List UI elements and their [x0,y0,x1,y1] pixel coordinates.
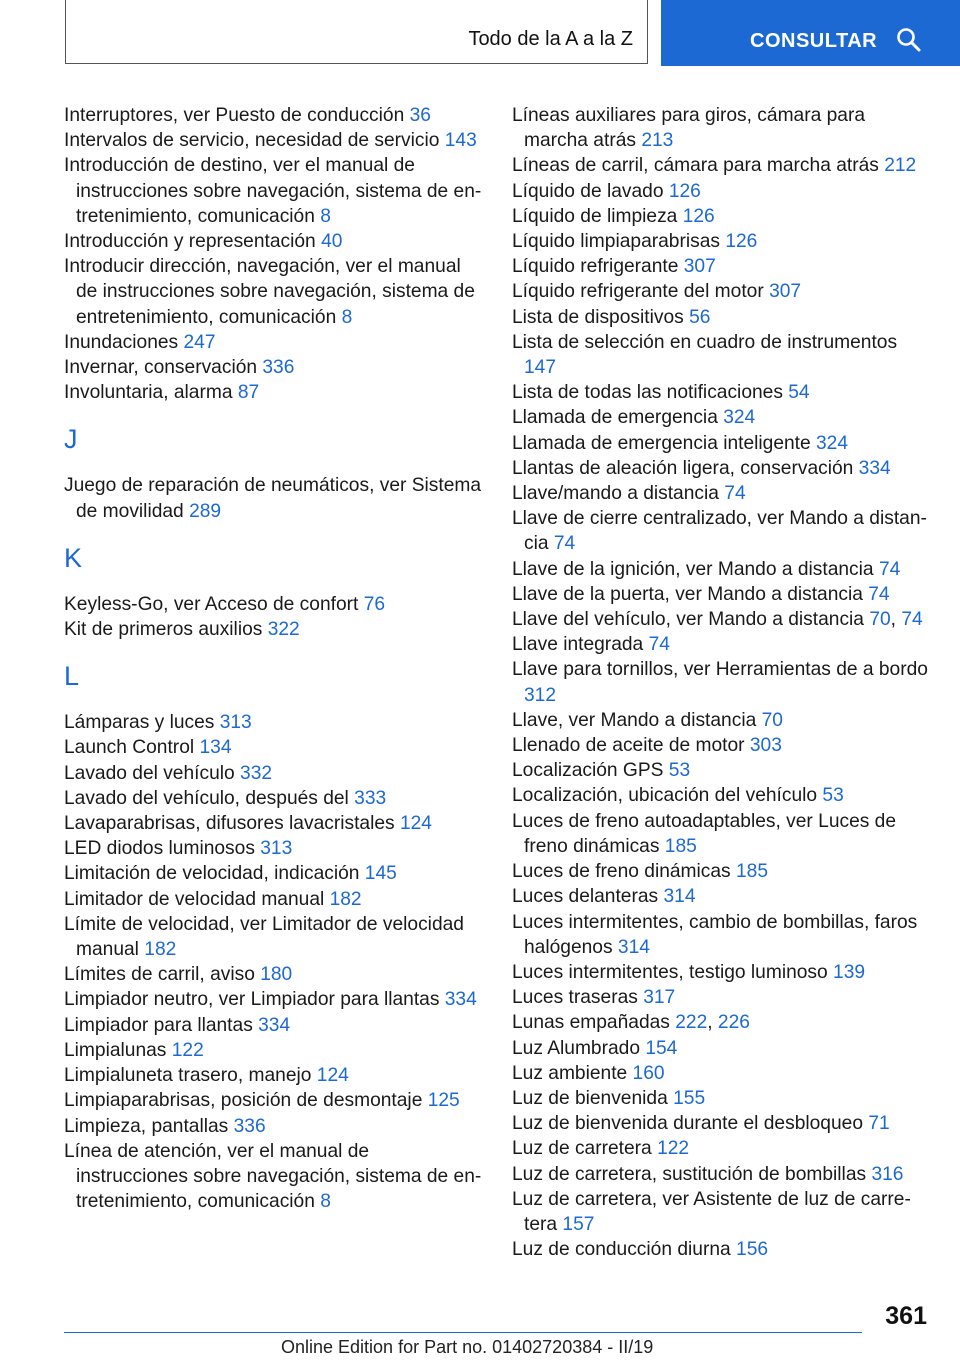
page-reference-link[interactable]: 336 [262,357,295,379]
page-reference-link[interactable]: 155 [673,1087,706,1109]
index-entry-text: Llamada de emergencia inteligente [512,432,811,454]
page-reference-link[interactable]: 226 [717,1012,750,1034]
page-reference-link[interactable]: 289 [189,500,222,522]
index-entry [64,1013,484,1038]
index-entry-text: Luces intermitentes, cambio de bombillas, faros halógenos [512,911,918,958]
consult-label: CONSULTAR [750,30,878,52]
index-entry [512,783,932,808]
index-entry [64,473,484,523]
consult-button[interactable] [661,0,960,66]
index-entry [512,153,932,178]
index-entry-text: Línea de atención, ver el manual de instrucciones sobre navegación, sistema de entretenimiento, comunicación [64,1140,482,1213]
page-reference-link[interactable]: 212 [884,155,917,177]
page-reference-link[interactable]: 334 [858,457,891,479]
index-entry-text: Límite de velocidad, ver Limitador de velocidad manual [64,913,464,961]
index-entry-text: Luz ambiente [512,1062,628,1084]
index-entry [64,153,484,229]
index-entry-text: Invernar, conservación [64,357,258,379]
index-entry [512,1086,932,1111]
index-entry-text: Luces traseras [512,987,638,1009]
page-reference-link[interactable]: 126 [682,205,715,227]
index-entry [512,204,932,229]
page-reference-link[interactable]: 316 [871,1163,904,1185]
index-entry-text: Lista de todas las notificaciones [512,382,783,404]
page-reference-link[interactable]: 222 [675,1012,708,1034]
search-icon [896,27,922,53]
index-entry [64,786,484,811]
page-reference-link[interactable]: 332 [240,762,273,784]
a-to-z-tab[interactable] [65,0,648,64]
page-reference-link[interactable]: 70 [761,709,783,731]
index-entry-text: Llave, ver Mando a distancia [512,709,757,731]
page-reference-link[interactable]: 324 [816,432,849,454]
page-number: 361 [885,1302,927,1330]
index-entry [64,887,484,912]
index-entry [512,1162,932,1187]
page-reference-link[interactable]: 312 [524,684,557,706]
page-reference-link[interactable]: 56 [689,306,711,328]
index-column-right [512,103,932,1262]
page-reference-link[interactable]: 126 [668,180,701,202]
index-entry [512,557,932,582]
index-entry-text: Líquido refrigerante [512,256,679,278]
index-entry [512,960,932,985]
index-entry [64,1139,484,1215]
index-entry-text: Luz Alumbrado [512,1037,640,1059]
page-reference-link[interactable]: 36 [409,105,431,126]
index-entry [512,305,932,330]
index-entry-text: Launch Control [64,737,195,759]
page-reference-link[interactable]: 139 [833,961,866,983]
index-entry-text: Juego de reparación de neumáticos, ver Sistema de movilidad [64,475,482,522]
page-reference-link[interactable]: 157 [562,1213,595,1235]
index-entry-text: Luz de conducción diurna [512,1239,731,1261]
index-entry-text: LED diodos luminosos [64,838,255,860]
index-entry-text: Llave del vehículo, ver Mando a distancia [512,609,864,631]
index-entry-text: Limpialunas [64,1039,167,1061]
index-entry-text: Líneas de carril, cámara para marcha atrás [512,155,879,177]
index-entry [512,254,932,279]
page-reference-link[interactable]: 8 [320,1191,331,1213]
index-entry-text: Intervalos de servicio, necesidad de servicio [64,130,440,152]
index-entry [64,254,484,330]
page-reference-link[interactable]: 74 [553,533,576,555]
index-entry-text: Luces de freno autoadaptables, ver Luces de freno dinámicas [512,810,897,857]
index-entry-text: Lista de selección en cuadro de instrumentos [512,331,898,353]
page-reference-link[interactable]: 122 [171,1039,204,1061]
page-reference-link[interactable]: 336 [233,1115,266,1137]
page-reference-link[interactable]: 145 [364,863,397,885]
page-reference-link[interactable]: 40 [321,231,343,253]
index-entry-text: Luces intermitentes, testigo luminoso [512,961,828,983]
page-reference-link[interactable]: 247 [183,331,216,353]
page-reference-link[interactable]: 313 [260,838,293,860]
index-entry-text: Lavado del vehículo [64,762,235,784]
page-reference-link[interactable]: 317 [643,987,676,1009]
page-reference-link[interactable]: 134 [199,737,232,759]
index-entry [64,1088,484,1113]
index-entry-text: Limpieza, pantallas [64,1115,229,1137]
index-entry [64,761,484,786]
index-entry [512,330,932,380]
page-reference-link[interactable]: 87 [237,382,260,404]
index-entry [64,836,484,861]
index-entry [512,1187,932,1237]
index-entry-text: Localización, ubicación del vehículo [512,785,818,807]
index-entry-text: Luces delanteras [512,886,659,908]
index-entry [512,708,932,733]
index-entry-text: Introducción de destino, ver el manual de instrucciones sobre navegación, sistema de entretenimiento, comunicación [64,155,482,227]
index-entry-text: Llantas de aleación ligera, conservación [512,457,854,479]
page-reference-link[interactable]: 313 [219,712,252,734]
page-reference-link[interactable]: 314 [663,886,696,908]
page-reference-link[interactable]: 333 [354,787,387,809]
index-entry [64,1063,484,1088]
index-entry [64,912,484,962]
index-letter-heading: L [64,661,80,692]
index-entry-text: Líquido limpiaparabrisas [512,231,720,253]
page-reference-link[interactable]: 74 [901,609,923,631]
index-entry-text: Límites de carril, aviso [64,964,255,986]
index-entry [64,229,484,254]
page-reference-link[interactable]: 334 [444,989,477,1011]
page-reference-link[interactable]: 182 [144,939,177,961]
index-entry [512,229,932,254]
index-entry-text: Limpialuneta trasero, manejo [64,1065,312,1087]
index-entry [512,456,932,481]
index-entry-text: Localización GPS [512,760,664,782]
index-entry-text: Lunas empañadas [512,1012,670,1034]
index-entry [512,910,932,960]
index-entry [64,592,484,617]
index-entry-text: Involuntaria, alarma [64,382,233,404]
page-reference-link[interactable]: 182 [329,888,362,910]
index-entry: Lunas empañadas 222, 226 [512,1012,750,1034]
index-entry [64,103,484,128]
index-entry [64,380,484,405]
page-reference-link[interactable]: 53 [822,785,844,807]
page-reference-link[interactable]: 307 [769,281,802,303]
index-entry [512,985,932,1010]
page-reference-link[interactable]: 71 [868,1113,890,1135]
index-entry [512,380,932,405]
index-entry [64,1114,484,1139]
index-entry-text: Kit de primeros auxilios [64,619,263,641]
index-entry [512,657,932,707]
index-entry-text: Inundaciones [64,331,179,353]
index-entry [64,128,484,153]
index-entry: Llave del vehículo, ver Mando a distancia 70, 74 [512,609,923,631]
index-entry-text: Luz de carretera, ver Asistente de luz de carretera [512,1188,911,1235]
index-entry-text: Luces de freno dinámicas [512,861,731,883]
footer-divider [64,1332,862,1333]
index-entry-text: Llave para tornillos, ver Herramientas de a bordo [512,659,928,681]
index-entry [512,103,932,153]
index-entry-text: Llamada de emergencia [512,407,718,429]
index-entry [512,884,932,909]
index-entry-text: Introducción y representación [64,231,316,253]
index-entry [64,617,484,642]
page-reference-link[interactable]: 160 [632,1062,665,1084]
index-entry [512,632,932,657]
index-entry [64,710,484,735]
page-reference-link[interactable]: 180 [260,964,293,986]
index-letter-heading: J [64,424,78,455]
index-entry-text: Limitador de velocidad manual [64,888,325,910]
index-entry [512,1036,932,1061]
index-entry [64,735,484,760]
page-reference-link[interactable]: 185 [736,861,769,883]
index-letter-heading: K [64,542,83,573]
page-reference-link[interactable]: 303 [749,735,782,757]
index-column-left [64,103,484,1214]
index-entry [64,1038,484,1063]
index-entry [512,481,932,506]
page-reference-link[interactable]: 185 [664,835,697,857]
index-entry-text: Lista de dispositivos [512,306,684,328]
index-entry-text: Llave de cierre centralizado, ver Mando a distancia [512,508,927,555]
page-reference-link[interactable]: 124 [316,1065,349,1087]
index-entry-text: Limpiador neutro, ver Limpiador para llantas [64,989,440,1011]
page-reference-link[interactable]: 74 [724,483,746,505]
index-entry [512,1136,932,1161]
page-reference-link[interactable]: 74 [868,583,890,605]
page-reference-link[interactable]: 314 [617,936,650,958]
index-entry [512,859,932,884]
index-entry [64,962,484,987]
index-entry-text: Limpiador para llantas [64,1014,253,1036]
index-entry-text: Luz de carretera [512,1138,652,1160]
index-entry [512,582,932,607]
index-entry [512,405,932,430]
index-entry-text: Líquido de limpieza [512,205,678,227]
page-reference-link[interactable]: 124 [399,813,432,835]
index-entry [512,1111,932,1136]
index-entry-text: Llave de la puerta, ver Mando a distancia [512,583,863,605]
index-entry [512,279,932,304]
index-entry-text: Líquido de lavado [512,180,664,202]
page-reference-link[interactable]: 125 [427,1090,460,1112]
index-entry-text: Llave de la ignición, ver Mando a distancia [512,558,874,580]
index-entry [64,355,484,380]
index-entry-text: Lámparas y luces [64,712,215,734]
page-reference-link[interactable]: 70 [869,609,891,631]
index-entry-text: Limpiaparabrisas, posición de desmontaje [64,1090,423,1112]
page-reference-link[interactable]: 324 [723,407,756,429]
index-entry [512,179,932,204]
page-reference-link[interactable]: 334 [258,1014,291,1036]
index-entry-text: Lavado del vehículo, después del [64,787,349,809]
page-reference-link[interactable]: 126 [725,231,758,253]
page-reference-link[interactable]: 54 [788,382,810,404]
page-reference-link[interactable]: 8 [341,306,353,328]
index-entry [512,506,932,556]
index-entry-text: Interruptores, ver Puesto de conducción [64,105,405,126]
index-entry [512,733,932,758]
index-entry-text: Luz de bienvenida [512,1087,668,1109]
index-entry-text: Lavaparabrisas, difusores lavacristales [64,813,395,835]
index-entry-text: Llave/mando a distancia [512,483,719,505]
index-entry-text: Luz de bienvenida durante el desbloqueo [512,1113,863,1135]
index-entry [512,1237,932,1262]
page-reference-link[interactable]: 322 [267,619,300,641]
index-entry-text: Keyless-Go, ver Acceso de confort [64,593,359,615]
page-reference-link[interactable]: 143 [444,130,477,152]
index-entry-text: Luz de carretera, sustitución de bombillas [512,1163,867,1185]
index-entry-text: Introducir dirección, navegación, ver el manual de instrucciones sobre navegación, sistema de entretenimiento, comunicación [64,256,475,328]
page-reference-link[interactable]: 76 [363,593,386,615]
page-reference-link[interactable]: 307 [683,256,716,278]
index-entry [512,809,932,859]
a-to-z-label: Todo de la A a la Z [468,28,633,50]
index-entry-text: Líneas auxiliares para giros, cámara para marcha atrás [512,105,866,152]
top-navigation [0,0,960,66]
page-reference-link[interactable]: 74 [648,634,670,656]
index-entry [512,1061,932,1086]
index-entry-text: Líquido refrigerante del motor [512,281,764,303]
index-entry-text: Llave integrada [512,634,644,656]
index-entry-text: Limitación de velocidad, indicación [64,863,360,885]
page-reference-link[interactable]: 156 [736,1239,769,1261]
index-entry [64,811,484,836]
page-reference-link[interactable]: 53 [668,760,691,782]
index-entry [64,861,484,886]
index-entry [512,431,932,456]
index-entry-text: Llenado de aceite de motor [512,735,745,757]
index-entry [512,758,932,783]
page-reference-link[interactable]: 8 [320,205,331,227]
page-reference-link[interactable]: 74 [878,558,901,580]
page-reference-link[interactable]: 122 [657,1138,690,1160]
page-reference-link[interactable]: 154 [645,1037,678,1059]
edition-footer: Online Edition for Part no. 01402720384 - II/19 [281,1337,654,1357]
index-entry [64,987,484,1012]
page-reference-link[interactable]: 213 [641,130,674,152]
page-reference-link[interactable]: 147 [524,357,557,379]
index-entry [64,330,484,355]
